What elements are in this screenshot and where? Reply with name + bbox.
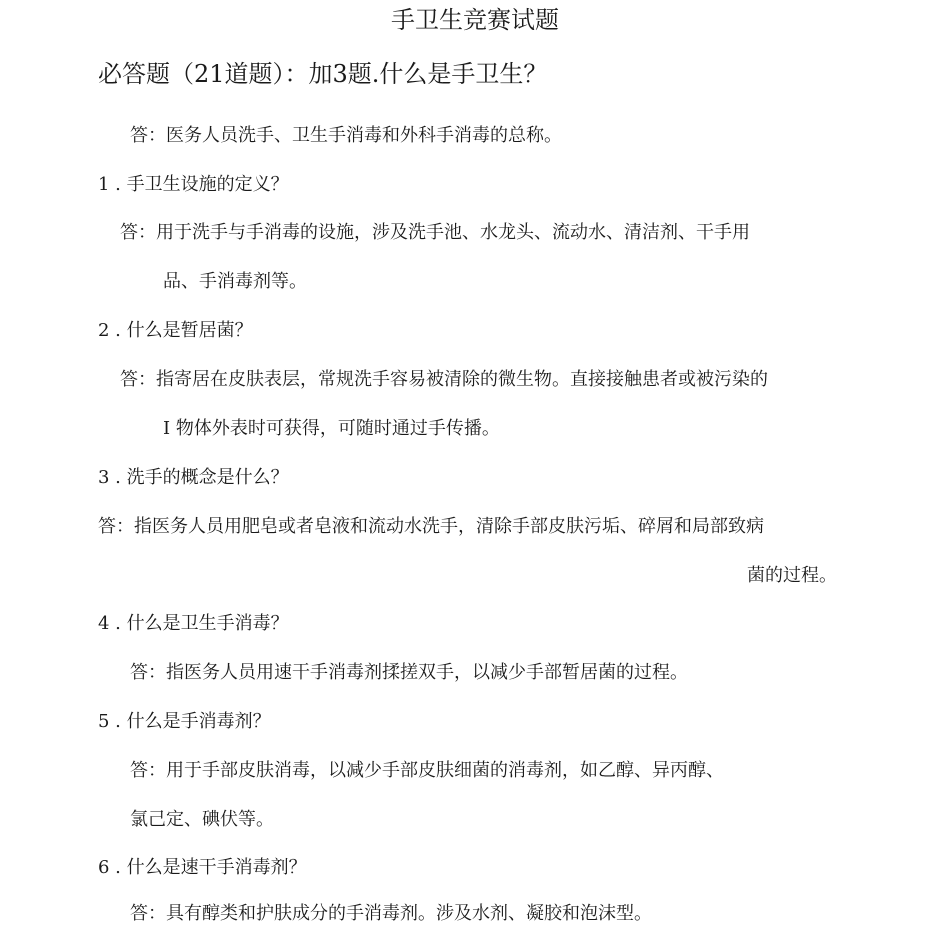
answer-3-line-1: 答：指医务人员用肥皂或者皂液和流动水洗手，清除手部皮肤污垢、碎屑和局部致病 — [98, 516, 764, 537]
answer-6: 答：具有醇类和护肤成分的手消毒剂。涉及水剂、凝胶和泡沫型。 — [130, 903, 652, 924]
answer-1-line-2: 品、手消毒剂等。 — [163, 271, 307, 292]
answer-0: 答：医务人员洗手、卫生手消毒和外科手消毒的总称。 — [130, 125, 562, 146]
question-6: 6 . 什么是速干手消毒剂？ — [98, 857, 307, 878]
answer-4: 答：指医务人员用速干手消毒剂揉搓双手，以减少手部暂居菌的过程。 — [130, 662, 688, 683]
answer-5-line-2: 氯己定、碘伏等。 — [130, 809, 274, 830]
question-2: 2 . 什么是暂居菌？ — [98, 320, 253, 341]
section-heading: 必答题（21道题）：加3题.什么是手卫生？ — [98, 60, 548, 88]
answer-5-line-1: 答：用于手部皮肤消毒，以减少手部皮肤细菌的消毒剂，如乙醇、异丙醇、 — [130, 760, 724, 781]
answer-2-line-1: 答：指寄居在皮肤表层，常规洗手容易被清除的微生物。直接接触患者或被污染的 — [120, 369, 768, 390]
answer-2-line-2: I 物体外表时可获得，可随时通过手传播。 — [163, 418, 500, 439]
answer-1-line-1: 答：用于洗手与手消毒的设施，涉及洗手池、水龙头、流动水、清洁剂、干手用 — [120, 222, 750, 243]
question-3: 3 . 洗手的概念是什么？ — [98, 467, 289, 488]
answer-3-line-2: 菌的过程。 — [747, 565, 837, 586]
question-1: 1 . 手卫生设施的定义？ — [98, 174, 289, 195]
question-5: 5 . 什么是手消毒剂？ — [98, 711, 271, 732]
question-4: 4 . 什么是卫生手消毒？ — [98, 613, 289, 634]
document-title: 手卫生竞赛试题 — [391, 6, 559, 34]
